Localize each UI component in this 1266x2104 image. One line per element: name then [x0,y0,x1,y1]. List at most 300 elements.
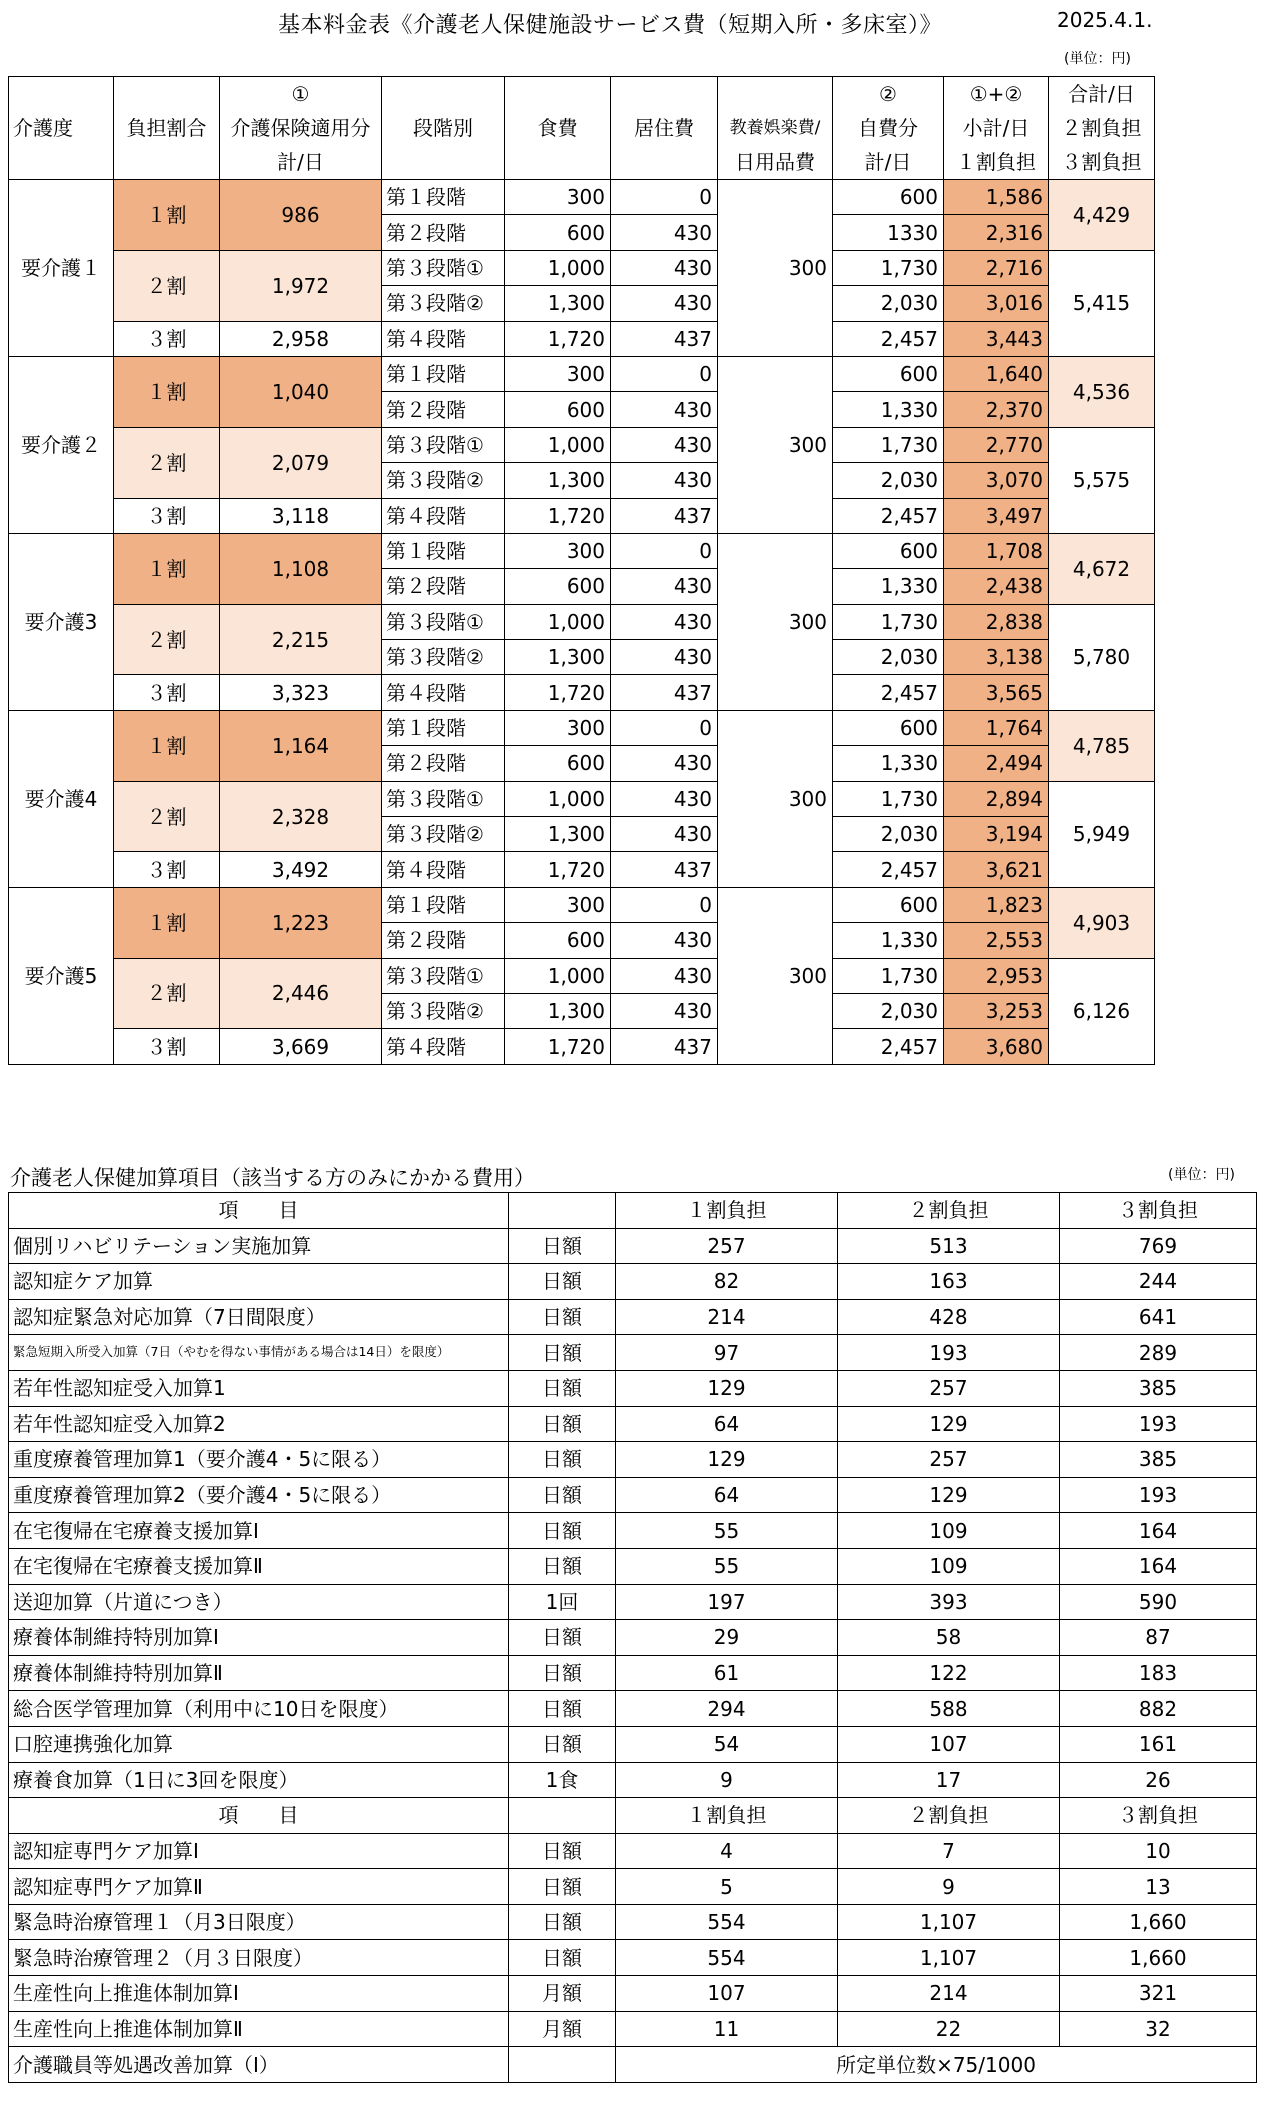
b1-cell: 97 [616,1335,838,1371]
table-row [9,1335,1257,1371]
housing-cell: 0 [611,710,718,745]
burden-cell: ３割 [114,498,220,533]
subtotal-cell: 1,764 [944,710,1049,745]
item-cell: 重度療養管理加算1（要介護4・5に限る） [9,1442,509,1478]
housing-cell: 430 [611,427,718,462]
header-total-2: ２割負担 [1049,111,1155,145]
insurance-cell: 2,446 [220,958,382,1029]
burden-cell: ３割 [114,675,220,710]
housing-cell: 437 [611,852,718,887]
b3-cell: 641 [1060,1299,1257,1335]
food-cell: 1,300 [505,463,611,498]
subtotal-cell: 3,497 [944,498,1049,533]
total-cell: 4,672 [1049,533,1155,604]
self-cell: 2,030 [833,993,944,1028]
table-row [9,356,1155,391]
insurance-cell: 986 [220,180,382,251]
type-cell: 日額 [509,1335,616,1371]
b1-cell: 82 [616,1264,838,1300]
self-cell: 1,730 [833,958,944,993]
b1-cell: 29 [616,1620,838,1656]
self-cell: 2,457 [833,498,944,533]
header-sub-mark: ①+② [944,77,1049,112]
food-cell: 600 [505,215,611,250]
b2-cell: 109 [838,1513,1060,1549]
stage-cell: 第３段階① [382,604,505,639]
burden-cell: １割 [114,180,220,251]
header-sub-note: １割負担 [944,145,1049,180]
item-cell: 認知症緊急対応加算（7日間限度） [9,1299,509,1335]
housing-cell: 430 [611,640,718,675]
header-total-1: 合計/日 [1049,77,1155,112]
self-cell: 1,730 [833,427,944,462]
page-title: 基本料金表《介護老人保健施設サービス費（短期入所・多床室）》 [278,13,943,38]
food-cell: 1,000 [505,604,611,639]
b2-cell: 257 [838,1442,1060,1478]
food-cell: 1,300 [505,640,611,675]
stage-cell: 第３段階① [382,958,505,993]
additions-table [8,1192,1257,2083]
food-cell: 1,720 [505,321,611,356]
stage-cell: 第２段階 [382,923,505,958]
housing-cell: 437 [611,498,718,533]
total-cell: 5,415 [1049,250,1155,356]
table-row [9,321,1155,356]
header-item: 項 目 [9,1798,509,1834]
header-b2: ２割負担 [838,1798,1060,1834]
item-cell: 若年性認知症受入加算2 [9,1406,509,1442]
b2-cell: 109 [838,1548,1060,1584]
b3-cell: 164 [1060,1548,1257,1584]
header-self-mark: ② [833,77,944,112]
burden-cell: ３割 [114,852,220,887]
housing-cell: 437 [611,1029,718,1064]
type-cell: 日額 [509,1940,616,1976]
header-self-label: 自費分 [833,111,944,145]
b1-cell: 129 [616,1370,838,1406]
item-cell: 緊急時治療管理１（月3日限度） [9,1904,509,1940]
type-cell: 日額 [509,1655,616,1691]
b2-cell: 1,107 [838,1940,1060,1976]
subtotal-cell: 2,894 [944,781,1049,816]
housing-cell: 430 [611,923,718,958]
b3-cell: 590 [1060,1584,1257,1620]
insurance-cell: 1,223 [220,887,382,958]
table-row [9,1264,1257,1300]
subtotal-cell: 3,443 [944,321,1049,356]
b3-cell: 244 [1060,1264,1257,1300]
insurance-cell: 1,972 [220,250,382,321]
stage-cell: 第１段階 [382,710,505,745]
self-cell: 1,730 [833,250,944,285]
insurance-cell: 1,040 [220,356,382,427]
misc-cell: 300 [718,710,833,887]
stage-cell: 第３段階② [382,640,505,675]
stage-cell: 第２段階 [382,569,505,604]
insurance-cell: 2,958 [220,321,382,356]
misc-cell: 300 [718,533,833,710]
food-cell: 1,000 [505,781,611,816]
b3-cell: 87 [1060,1620,1257,1656]
item-cell: 介護職員等処遇改善加算（Ⅰ） [9,2047,509,2083]
b1-cell: 55 [616,1548,838,1584]
type-cell: 日額 [509,1869,616,1905]
burden-cell: １割 [114,356,220,427]
burden-cell: ２割 [114,604,220,675]
food-cell: 600 [505,746,611,781]
insurance-cell: 1,164 [220,710,382,781]
stage-cell: 第１段階 [382,180,505,215]
item-cell: 療養体制維持特別加算Ⅱ [9,1655,509,1691]
b1-cell: 55 [616,1513,838,1549]
b3-cell: 183 [1060,1655,1257,1691]
header-total-3: ３割負担 [1049,145,1155,180]
header-b2: ２割負担 [838,1193,1060,1229]
table-row [9,2011,1257,2047]
item-cell: 緊急時治療管理２（月３日限度） [9,1940,509,1976]
self-cell: 1,330 [833,569,944,604]
item-cell: 緊急短期入所受入加算（7日（やむを得ない事情がある場合は14日）を限度） [9,1335,509,1371]
subtotal-cell: 3,070 [944,463,1049,498]
table-row [9,675,1155,710]
burden-cell: ２割 [114,781,220,852]
table-row [9,2047,1257,2083]
subtotal-cell: 2,953 [944,958,1049,993]
stage-cell: 第１段階 [382,533,505,568]
housing-cell: 430 [611,604,718,639]
header-sub-label: 小計/日 [944,111,1049,145]
header-type [509,1193,616,1229]
item-cell: 個別リハビリテーション実施加算 [9,1228,509,1264]
stage-cell: 第４段階 [382,498,505,533]
subtotal-cell: 2,370 [944,392,1049,427]
table-row [9,1726,1257,1762]
b2-cell: 22 [838,2011,1060,2047]
type-cell: 日額 [509,1477,616,1513]
food-cell: 600 [505,923,611,958]
item-cell: 在宅復帰在宅療養支援加算Ⅱ [9,1548,509,1584]
b3-cell: 193 [1060,1406,1257,1442]
housing-cell: 430 [611,958,718,993]
b2-cell: 129 [838,1406,1060,1442]
b3-cell: 193 [1060,1477,1257,1513]
b3-cell: 769 [1060,1228,1257,1264]
total-cell: 4,536 [1049,356,1155,427]
misc-cell: 300 [718,887,833,1064]
burden-cell: ２割 [114,958,220,1029]
table-row [9,958,1155,993]
burden-cell: １割 [114,533,220,604]
table-row [9,1029,1155,1064]
b1-cell: 4 [616,1833,838,1869]
self-cell: 2,030 [833,463,944,498]
type-cell: 1食 [509,1762,616,1798]
burden-cell: １割 [114,710,220,781]
subtotal-cell: 2,494 [944,746,1049,781]
food-cell: 600 [505,569,611,604]
stage-cell: 第３段階① [382,427,505,462]
type-cell [509,2047,616,2083]
b3-cell: 385 [1060,1370,1257,1406]
self-cell: 600 [833,533,944,568]
table-row [9,1620,1257,1656]
item-cell: 認知症ケア加算 [9,1264,509,1300]
self-cell: 1330 [833,215,944,250]
housing-cell: 430 [611,817,718,852]
misc-cell: 300 [718,356,833,533]
subtotal-cell: 3,253 [944,993,1049,1028]
b2-cell: 588 [838,1691,1060,1727]
subtotal-cell: 3,680 [944,1029,1049,1064]
housing-cell: 0 [611,356,718,391]
care-level-cell: 要介護5 [9,887,114,1064]
b1-cell: 554 [616,1904,838,1940]
stage-cell: 第１段階 [382,356,505,391]
type-cell: 日額 [509,1228,616,1264]
food-cell: 1,300 [505,817,611,852]
header-type [509,1798,616,1834]
food-cell: 1,720 [505,1029,611,1064]
care-level-cell: 要介護１ [9,180,114,357]
b3-cell: 1,660 [1060,1904,1257,1940]
insurance-cell: 2,079 [220,427,382,498]
stage-cell: 第３段階② [382,286,505,321]
table-row [9,1442,1257,1478]
b3-cell: 10 [1060,1833,1257,1869]
item-cell: 口腔連携強化加算 [9,1726,509,1762]
type-cell: 日額 [509,1620,616,1656]
b2-cell: 393 [838,1584,1060,1620]
housing-cell: 430 [611,781,718,816]
housing-cell: 0 [611,533,718,568]
header-misc-1: 教養娯楽費/ [718,111,833,145]
table-row [9,1762,1257,1798]
type-cell: 日額 [509,1370,616,1406]
header-care-level: 介護度 [9,77,114,180]
housing-cell: 430 [611,463,718,498]
food-cell: 300 [505,356,611,391]
table-row [9,1691,1257,1727]
burden-cell: ２割 [114,250,220,321]
type-cell: 月額 [509,2011,616,2047]
note-cell: 所定単位数×75/1000 [616,2047,1257,2083]
housing-cell: 430 [611,746,718,781]
type-cell: 1回 [509,1584,616,1620]
item-cell: 生産性向上推進体制加算Ⅰ [9,1976,509,2012]
header-stage: 段階別 [382,77,505,180]
b1-cell: 64 [616,1406,838,1442]
header-housing: 居住費 [611,77,718,180]
table-row [9,710,1155,745]
b3-cell: 32 [1060,2011,1257,2047]
table-row [9,1584,1257,1620]
stage-cell: 第１段階 [382,887,505,922]
type-cell: 日額 [509,1442,616,1478]
b2-cell: 257 [838,1370,1060,1406]
burden-cell: ２割 [114,427,220,498]
food-cell: 1,720 [505,498,611,533]
type-cell: 月額 [509,1976,616,2012]
b2-cell: 163 [838,1264,1060,1300]
header-ins-mark: ① [220,77,382,112]
table-row [9,1370,1257,1406]
stage-cell: 第２段階 [382,746,505,781]
item-cell: 重度療養管理加算2（要介護4・5に限る） [9,1477,509,1513]
food-cell: 600 [505,392,611,427]
total-cell: 5,575 [1049,427,1155,533]
type-cell: 日額 [509,1548,616,1584]
type-cell: 日額 [509,1726,616,1762]
b1-cell: 11 [616,2011,838,2047]
b1-cell: 257 [616,1228,838,1264]
b1-cell: 64 [616,1477,838,1513]
total-cell: 4,903 [1049,887,1155,958]
food-cell: 1,300 [505,286,611,321]
table-row [9,1833,1257,1869]
b2-cell: 7 [838,1833,1060,1869]
food-cell: 300 [505,180,611,215]
b3-cell: 882 [1060,1691,1257,1727]
b1-cell: 197 [616,1584,838,1620]
subtotal-cell: 2,770 [944,427,1049,462]
subtotal-cell: 2,716 [944,250,1049,285]
table-row [9,427,1155,462]
b2-cell: 9 [838,1869,1060,1905]
b3-cell: 164 [1060,1513,1257,1549]
self-cell: 1,330 [833,392,944,427]
subtotal-cell: 2,553 [944,923,1049,958]
insurance-cell: 3,669 [220,1029,382,1064]
self-cell: 2,457 [833,1029,944,1064]
food-cell: 300 [505,710,611,745]
header-b1: １割負担 [616,1193,838,1229]
subtotal-cell: 3,016 [944,286,1049,321]
housing-cell: 430 [611,286,718,321]
b3-cell: 321 [1060,1976,1257,2012]
base-fee-table [8,76,1155,1065]
self-cell: 1,730 [833,781,944,816]
subtotal-cell: 1,823 [944,887,1049,922]
stage-cell: 第２段階 [382,215,505,250]
type-cell: 日額 [509,1513,616,1549]
b1-cell: 214 [616,1299,838,1335]
unit-label: (単位：円) [1064,51,1131,67]
table-row [9,180,1155,215]
b2-cell: 107 [838,1726,1060,1762]
insurance-cell: 1,108 [220,533,382,604]
stage-cell: 第４段階 [382,1029,505,1064]
b2-cell: 122 [838,1655,1060,1691]
b1-cell: 294 [616,1691,838,1727]
b1-cell: 9 [616,1762,838,1798]
header-b3: ３割負担 [1060,1193,1257,1229]
b2-cell: 58 [838,1620,1060,1656]
care-level-cell: 要介護２ [9,356,114,533]
care-level-cell: 要介護4 [9,710,114,887]
table-row [9,1976,1257,2012]
b3-cell: 161 [1060,1726,1257,1762]
self-cell: 1,730 [833,604,944,639]
food-cell: 1,720 [505,852,611,887]
table-row [9,1940,1257,1976]
header-self-unit: 計/日 [833,145,944,180]
insurance-cell: 2,215 [220,604,382,675]
self-cell: 2,457 [833,321,944,356]
insurance-cell: 3,323 [220,675,382,710]
total-cell: 5,780 [1049,604,1155,710]
subtotal-cell: 1,640 [944,356,1049,391]
self-cell: 600 [833,710,944,745]
subtotal-cell: 2,838 [944,604,1049,639]
type-cell: 日額 [509,1691,616,1727]
stage-cell: 第４段階 [382,852,505,887]
table-row [9,781,1155,816]
table-row [9,1228,1257,1264]
header-burden: 負担割合 [114,77,220,180]
food-cell: 1,000 [505,958,611,993]
item-cell: 送迎加算（片道につき） [9,1584,509,1620]
item-cell: 療養食加算（1日に3回を限度） [9,1762,509,1798]
item-cell: 若年性認知症受入加算1 [9,1370,509,1406]
subtotal-cell: 3,138 [944,640,1049,675]
table-row [9,887,1155,922]
housing-cell: 430 [611,993,718,1028]
self-cell: 1,330 [833,923,944,958]
table-row [9,498,1155,533]
b2-cell: 1,107 [838,1904,1060,1940]
food-cell: 300 [505,533,611,568]
subtotal-cell: 1,708 [944,533,1049,568]
table-row [9,1299,1257,1335]
type-cell: 日額 [509,1904,616,1940]
table-row [9,1548,1257,1584]
subtotal-cell: 3,194 [944,817,1049,852]
housing-cell: 0 [611,887,718,922]
total-cell: 4,785 [1049,710,1155,781]
misc-cell: 300 [718,180,833,357]
table-row [9,533,1155,568]
item-cell: 生産性向上推進体制加算Ⅱ [9,2011,509,2047]
b2-cell: 513 [838,1228,1060,1264]
header-misc-2: 日用品費 [718,145,833,180]
table-row [9,1869,1257,1905]
table-row [9,604,1155,639]
b1-cell: 107 [616,1976,838,2012]
total-cell: 4,429 [1049,180,1155,251]
header-b3: ３割負担 [1060,1798,1257,1834]
b2-cell: 193 [838,1335,1060,1371]
header-item: 項 目 [9,1193,509,1229]
subtotal-cell: 2,438 [944,569,1049,604]
item-cell: 総合医学管理加算（利用中に10日を限度） [9,1691,509,1727]
insurance-cell: 3,118 [220,498,382,533]
b3-cell: 13 [1060,1869,1257,1905]
stage-cell: 第４段階 [382,675,505,710]
stage-cell: 第３段階② [382,463,505,498]
b1-cell: 54 [616,1726,838,1762]
subtotal-cell: 3,621 [944,852,1049,887]
header-ins-label: 介護保険適用分 [220,111,382,145]
table-row [9,1655,1257,1691]
b1-cell: 129 [616,1442,838,1478]
housing-cell: 430 [611,215,718,250]
housing-cell: 0 [611,180,718,215]
additions-title: 介護老人保健加算項目（該当する方のみにかかる費用） [10,1166,535,1190]
burden-cell: １割 [114,887,220,958]
self-cell: 2,030 [833,640,944,675]
stage-cell: 第３段階① [382,250,505,285]
item-cell: 認知症専門ケア加算Ⅱ [9,1869,509,1905]
